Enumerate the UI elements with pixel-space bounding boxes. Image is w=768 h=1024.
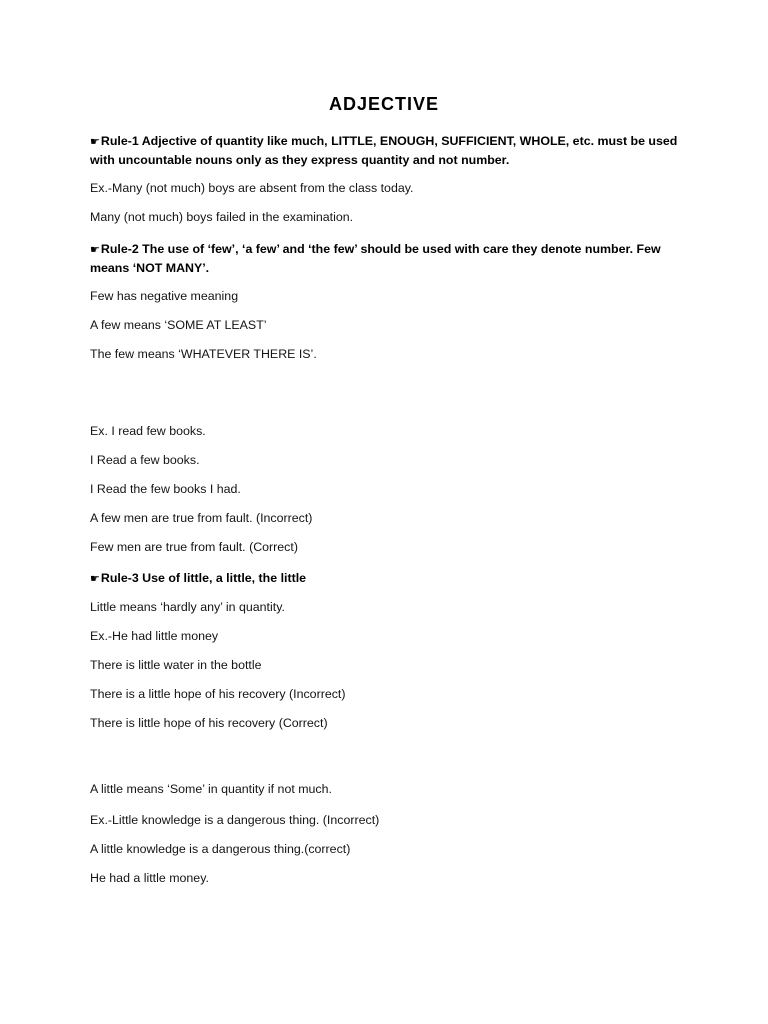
example-line: There is little water in the bottle bbox=[90, 658, 262, 672]
example-line: He had a little money. bbox=[90, 871, 209, 885]
pointing-hand-icon: ☛ bbox=[90, 572, 100, 585]
rule-2 bbox=[90, 240, 680, 278]
example-line: Ex.-Many (not much) boys are absent from the class today. bbox=[90, 181, 414, 195]
pointing-hand-icon: ☛ bbox=[90, 243, 100, 256]
text-line: Little means ‘hardly any’ in quantity. bbox=[90, 600, 285, 614]
rule-3 bbox=[90, 569, 680, 588]
example-line: Many (not much) boys failed in the examination. bbox=[90, 210, 354, 224]
rule-1-text: Rule-1 Adjective of quantity like much, LITTLE, ENOUGH, SUFFICIENT, WHOLE, etc. must be used with uncountable nouns only as they express quantity and not number. bbox=[90, 134, 678, 167]
text-line: Few has negative meaning bbox=[90, 289, 239, 303]
example-line: There is a little hope of his recovery (Incorrect) bbox=[90, 687, 346, 701]
example-line: I Read the few books I had. bbox=[90, 482, 241, 496]
pointing-hand-icon: ☛ bbox=[90, 135, 100, 148]
text-line: A few means ‘SOME AT LEAST’ bbox=[90, 318, 267, 332]
rule-1 bbox=[90, 132, 680, 170]
example-line: A few men are true from fault. (Incorrect) bbox=[90, 511, 313, 525]
example-line: Ex.-Little knowledge is a dangerous thing. (Incorrect) bbox=[90, 813, 380, 827]
example-line: Few men are true from fault. (Correct) bbox=[90, 540, 298, 554]
example-line: I Read a few books. bbox=[90, 453, 200, 467]
example-line: Ex. I read few books. bbox=[90, 424, 206, 438]
example-line: Ex.-He had little money bbox=[90, 629, 219, 643]
rule-3-text: Rule-3 Use of little, a little, the little bbox=[100, 571, 307, 585]
text-line: A little means ‘Some’ in quantity if not much. bbox=[90, 782, 332, 796]
page-title: ADJECTIVE bbox=[328, 94, 440, 114]
rule-2-text: Rule-2 The use of ‘few’, ‘a few’ and ‘the few’ should be used with care they denote number. Few means ‘NOT MANY’. bbox=[90, 242, 661, 275]
text-line: The few means ‘WHATEVER THERE IS’. bbox=[90, 347, 317, 361]
example-line: There is little hope of his recovery (Correct) bbox=[90, 716, 328, 730]
example-line: A little knowledge is a dangerous thing.(correct) bbox=[90, 842, 351, 856]
